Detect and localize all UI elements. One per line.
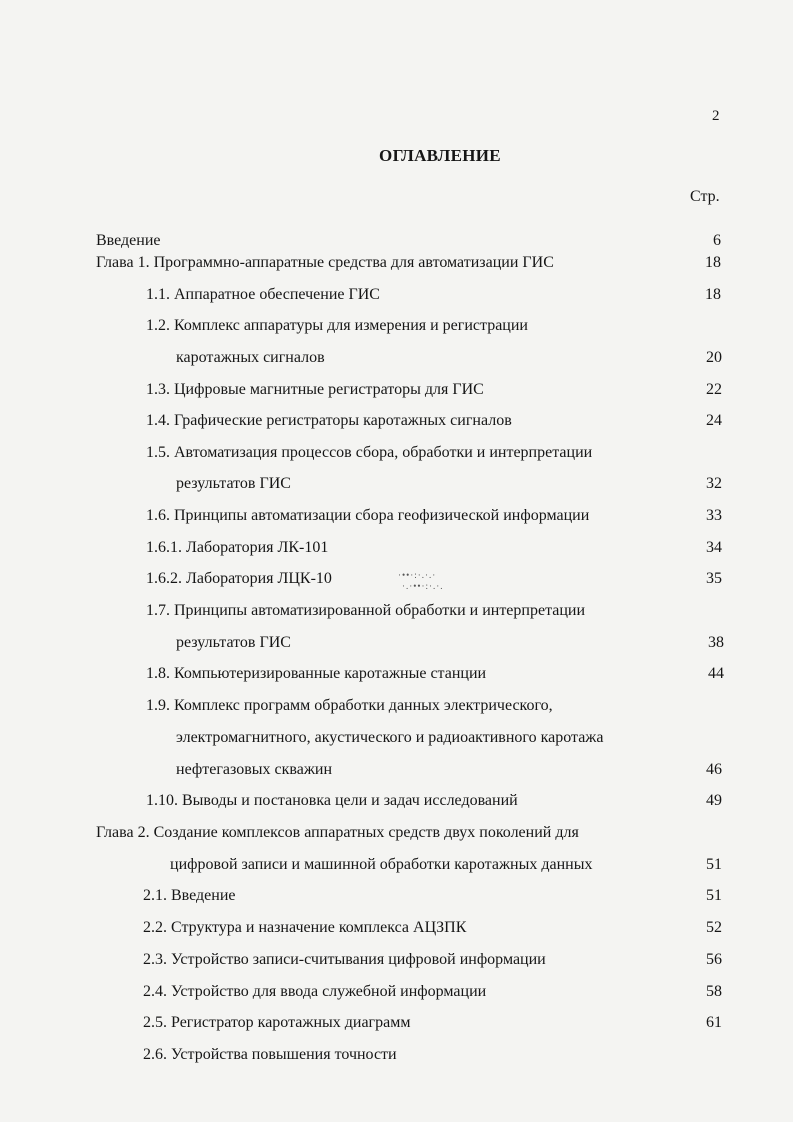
toc-page: 58 — [706, 983, 722, 1000]
toc-page: 51 — [706, 887, 722, 904]
scan-noise: ·••·:·.·.· — [398, 570, 437, 580]
toc-page: 22 — [706, 381, 722, 398]
scan-noise: ·.·••·:·.·. — [402, 581, 444, 591]
toc-page: 38 — [708, 634, 724, 651]
toc-page: 49 — [706, 792, 722, 809]
toc-page: 32 — [706, 475, 722, 492]
toc-page: 18 — [705, 286, 721, 303]
page-number: 2 — [712, 108, 720, 124]
toc-page: 33 — [706, 507, 722, 524]
toc-page: 44 — [708, 665, 724, 682]
toc-page: 56 — [706, 951, 722, 968]
toc-page: 35 — [706, 570, 722, 587]
page-title: ОГЛАВЛЕНИЕ — [379, 146, 501, 165]
toc-page: 46 — [706, 761, 722, 778]
page-column-label: Стр. — [690, 188, 720, 205]
toc-page: 34 — [706, 539, 722, 556]
toc-page: 20 — [706, 349, 722, 366]
document-page: 2 ОГЛАВЛЕНИЕ Стр. Введение 6 Глава 1. Программно-аппаратные средства для автоматизации ГИС 18 1.1. Аппаратное обеспечение ГИС 18 1.2. Комплекс аппаратуры для измерения и регистрации каротажных сигналов 20 1.3. Цифровые магнитные регистраторы для ГИС 22 1.4. Графические регистраторы каротажных сигналов 24 1.5. Автоматизация процессов сбора, обработки и интерпретации результатов ГИС 32 1.6. Принципы автоматизации сбора геофизической информации 33 1.6.1. Лаборатория ЛК-101 34 1.6.2. Лаборатория ЛЦК-10 35 ·••·:·.·.· ·.·••·:·.·. 1.7. Принципы автоматизированной обработки и интерпретации результатов ГИС 38 1.8. Компьютеризированные каротажные станции 44 1.9. Комплекс программ обработки данных электрического, электромагнитного, акустического и радиоактивного каротажа нефтегазовых скважин 46 1.10. Выводы и постановка цели и задач исследований 49 Глава 2. Создание комплексов аппаратных средств двух поколений для цифровой записи и машинной обработки каротажных данных 51 2.1. Введение 51 2.2. Структура и назначение комплекса АЦЗПК 52 2.3. Устройство записи-считывания цифровой информации 56 2.4. Устройство для ввода служебной информации 58 2.5. Регистратор каротажных диаграмм 61 2.6. Устройства повышения точности — [0, 0, 793, 1122]
toc-page: 18 — [705, 254, 721, 271]
toc-page: 51 — [706, 856, 722, 873]
toc-page: 24 — [706, 412, 722, 429]
toc-page: 52 — [706, 919, 722, 936]
toc-page: 6 — [713, 232, 721, 249]
toc-page: 61 — [706, 1014, 722, 1031]
